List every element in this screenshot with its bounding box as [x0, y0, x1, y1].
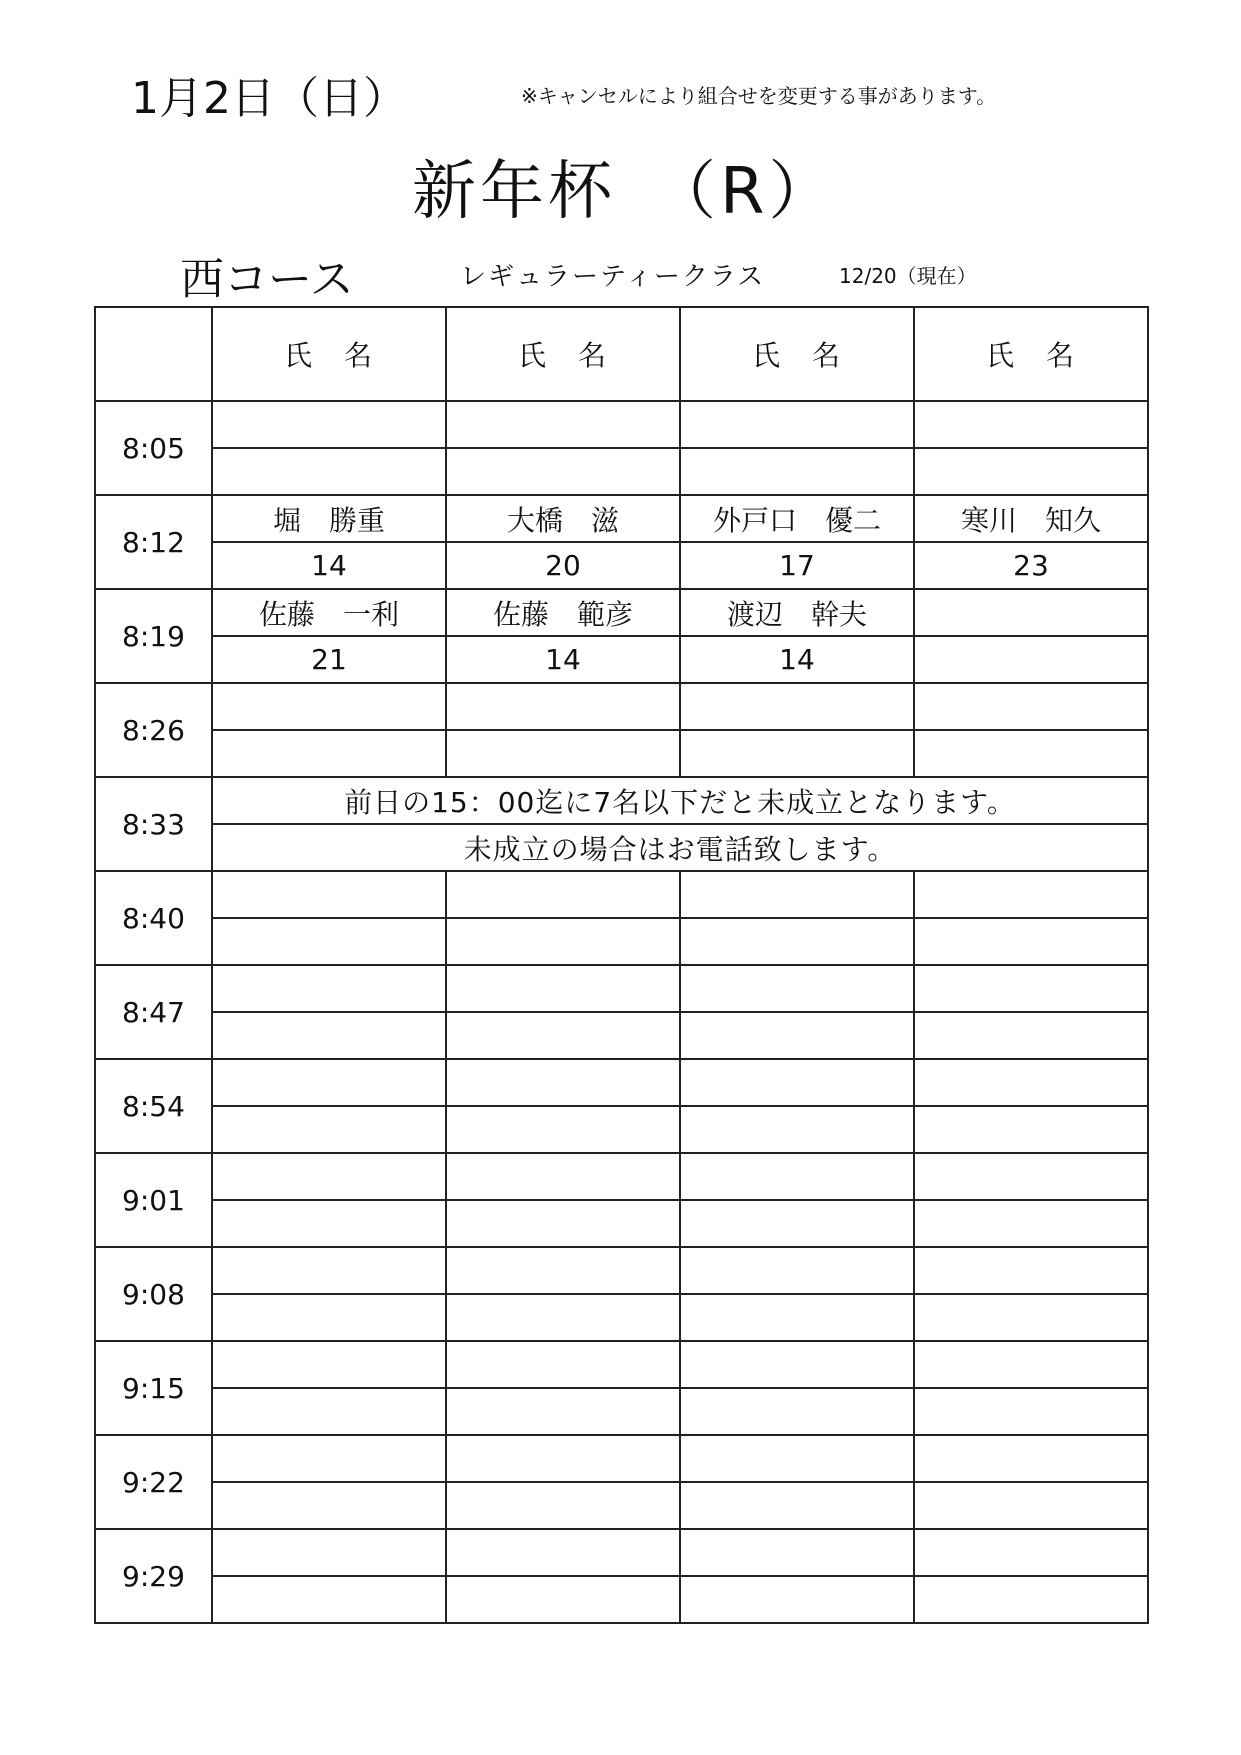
- tee-time-row-handicap: [95, 1012, 1148, 1059]
- tee-time-row: [95, 1153, 1148, 1200]
- tee-time: 8:47: [95, 965, 212, 1059]
- tee-time: 8:54: [95, 1059, 212, 1153]
- player-name: [680, 1341, 914, 1388]
- tee-time-row-handicap: [95, 730, 1148, 777]
- player-handicap: [212, 1388, 446, 1435]
- player-name: 堀 勝重: [212, 495, 446, 542]
- player-handicap: [680, 1388, 914, 1435]
- player-handicap: [914, 1388, 1148, 1435]
- player-name: [680, 1247, 914, 1294]
- player-name: [446, 1247, 680, 1294]
- tee-time-row-handicap: [95, 1576, 1148, 1623]
- player-handicap: [446, 1294, 680, 1341]
- player-name: [680, 1153, 914, 1200]
- tee-time-row: [95, 401, 1148, 448]
- player-name: [914, 1435, 1148, 1482]
- tee-time-row-handicap: [95, 448, 1148, 495]
- player-name: [914, 1247, 1148, 1294]
- tee-time: 8:26: [95, 683, 212, 777]
- player-name: [446, 1153, 680, 1200]
- player-name: 佐藤 一利: [212, 589, 446, 636]
- tee-time-row-handicap: [95, 1106, 1148, 1153]
- tee-time-row: [95, 495, 1148, 542]
- tee-time: 9:15: [95, 1341, 212, 1435]
- player-handicap: [446, 730, 680, 777]
- player-name: 佐藤 範彦: [446, 589, 680, 636]
- time-column-header: [95, 307, 212, 401]
- tee-class: レギュラーティークラス: [460, 262, 766, 292]
- tee-time-row: [95, 683, 1148, 730]
- tee-time-row-handicap: [95, 918, 1148, 965]
- player-name: 大橋 滋: [446, 495, 680, 542]
- tee-time: 8:05: [95, 401, 212, 495]
- player-handicap: [914, 1012, 1148, 1059]
- player-handicap: [680, 918, 914, 965]
- name-column-header: 氏 名: [212, 307, 446, 401]
- player-handicap: 23: [914, 542, 1148, 589]
- player-handicap: 17: [680, 542, 914, 589]
- tee-time: 9:08: [95, 1247, 212, 1341]
- player-name: [212, 1529, 446, 1576]
- cancellation-notice: ※キャンセルにより組合せを変更する事があります。: [521, 84, 997, 108]
- tee-time-table: [94, 306, 1149, 1624]
- player-handicap: [212, 730, 446, 777]
- player-name: 寒川 知久: [914, 495, 1148, 542]
- player-handicap: [212, 918, 446, 965]
- player-name: [446, 1059, 680, 1106]
- tee-time-row-handicap: [95, 542, 1148, 589]
- player-handicap: [914, 1576, 1148, 1623]
- player-handicap: 14: [680, 636, 914, 683]
- player-handicap: [914, 730, 1148, 777]
- player-handicap: [914, 918, 1148, 965]
- course-name: 西コース: [180, 254, 354, 305]
- player-handicap: 14: [212, 542, 446, 589]
- name-column-header: 氏 名: [446, 307, 680, 401]
- tee-time-row: [95, 965, 1148, 1012]
- player-name: [680, 401, 914, 448]
- player-name: [914, 1529, 1148, 1576]
- player-handicap: [680, 730, 914, 777]
- notice-line: 前日の15：00迄に7名以下だと未成立となります。: [212, 777, 1148, 824]
- player-handicap: [914, 1106, 1148, 1153]
- player-name: [212, 683, 446, 730]
- player-name: [914, 965, 1148, 1012]
- event-title: 新年杯 （R）: [412, 155, 837, 229]
- tee-time-row: [95, 1341, 1148, 1388]
- player-name: [914, 1341, 1148, 1388]
- player-name: [446, 683, 680, 730]
- player-handicap: [914, 1294, 1148, 1341]
- player-handicap: [212, 1106, 446, 1153]
- player-name: [914, 1059, 1148, 1106]
- tee-time-row: [95, 1435, 1148, 1482]
- player-name: [446, 965, 680, 1012]
- player-name: [212, 1435, 446, 1482]
- player-name: 渡辺 幹夫: [680, 589, 914, 636]
- player-handicap: [212, 1200, 446, 1247]
- as-of-date: 12/20（現在）: [839, 264, 977, 288]
- player-name: [680, 871, 914, 918]
- player-handicap: [446, 1200, 680, 1247]
- tee-time-row-handicap: [95, 1388, 1148, 1435]
- player-handicap: [446, 1388, 680, 1435]
- player-handicap: [680, 1106, 914, 1153]
- player-name: [212, 1341, 446, 1388]
- tee-time: 9:01: [95, 1153, 212, 1247]
- player-handicap: [212, 448, 446, 495]
- player-handicap: [212, 1012, 446, 1059]
- tee-time: 8:19: [95, 589, 212, 683]
- player-name: [446, 1529, 680, 1576]
- player-handicap: [680, 1482, 914, 1529]
- tee-time-row-handicap: [95, 1294, 1148, 1341]
- player-name: [446, 401, 680, 448]
- player-name: [680, 965, 914, 1012]
- player-handicap: [212, 1576, 446, 1623]
- name-column-header: 氏 名: [680, 307, 914, 401]
- player-handicap: [212, 1294, 446, 1341]
- player-name: [914, 871, 1148, 918]
- player-name: [212, 1153, 446, 1200]
- header-row: [95, 307, 1148, 401]
- player-name: [212, 1247, 446, 1294]
- player-handicap: [914, 636, 1148, 683]
- tee-time-row: [95, 1529, 1148, 1576]
- notice-line: 未成立の場合はお電話致します。: [212, 824, 1148, 871]
- player-handicap: [680, 1576, 914, 1623]
- player-handicap: 20: [446, 542, 680, 589]
- tee-time: 9:22: [95, 1435, 212, 1529]
- player-name: [446, 1435, 680, 1482]
- player-handicap: 21: [212, 636, 446, 683]
- player-handicap: [446, 1012, 680, 1059]
- player-name: [212, 965, 446, 1012]
- player-name: [914, 589, 1148, 636]
- tee-time: 8:12: [95, 495, 212, 589]
- player-handicap: [446, 1576, 680, 1623]
- player-name: [680, 683, 914, 730]
- player-name: [212, 871, 446, 918]
- player-name: [212, 1059, 446, 1106]
- player-name: [914, 1153, 1148, 1200]
- tee-time-row: [95, 1247, 1148, 1294]
- tee-time: 8:40: [95, 871, 212, 965]
- player-name: [680, 1059, 914, 1106]
- name-column-header: 氏 名: [914, 307, 1148, 401]
- tee-time-row-handicap: [95, 824, 1148, 871]
- tee-time: 8:33: [95, 777, 212, 871]
- player-handicap: [914, 1200, 1148, 1247]
- player-name: [914, 683, 1148, 730]
- tee-time-row: [95, 1059, 1148, 1106]
- tee-time-row-handicap: [95, 1200, 1148, 1247]
- player-name: [680, 1435, 914, 1482]
- player-handicap: [212, 1482, 446, 1529]
- player-name: [446, 871, 680, 918]
- player-handicap: [914, 448, 1148, 495]
- player-name: [212, 401, 446, 448]
- player-name: 外戸口 優二: [680, 495, 914, 542]
- player-name: [680, 1529, 914, 1576]
- tee-time-row: [95, 589, 1148, 636]
- player-handicap: [680, 1012, 914, 1059]
- tee-time: 9:29: [95, 1529, 212, 1623]
- player-handicap: 14: [446, 636, 680, 683]
- player-handicap: [446, 1106, 680, 1153]
- player-handicap: [680, 1294, 914, 1341]
- player-name: [914, 401, 1148, 448]
- tee-time-row: [95, 871, 1148, 918]
- player-handicap: [446, 1482, 680, 1529]
- player-handicap: [680, 448, 914, 495]
- tee-time-row: [95, 777, 1148, 824]
- player-name: [446, 1341, 680, 1388]
- player-handicap: [446, 918, 680, 965]
- tee-time-row-handicap: [95, 636, 1148, 683]
- player-handicap: [914, 1482, 1148, 1529]
- tee-time-row-handicap: [95, 1482, 1148, 1529]
- player-handicap: [680, 1200, 914, 1247]
- player-handicap: [446, 448, 680, 495]
- event-date: 1月2日（日）: [131, 73, 407, 124]
